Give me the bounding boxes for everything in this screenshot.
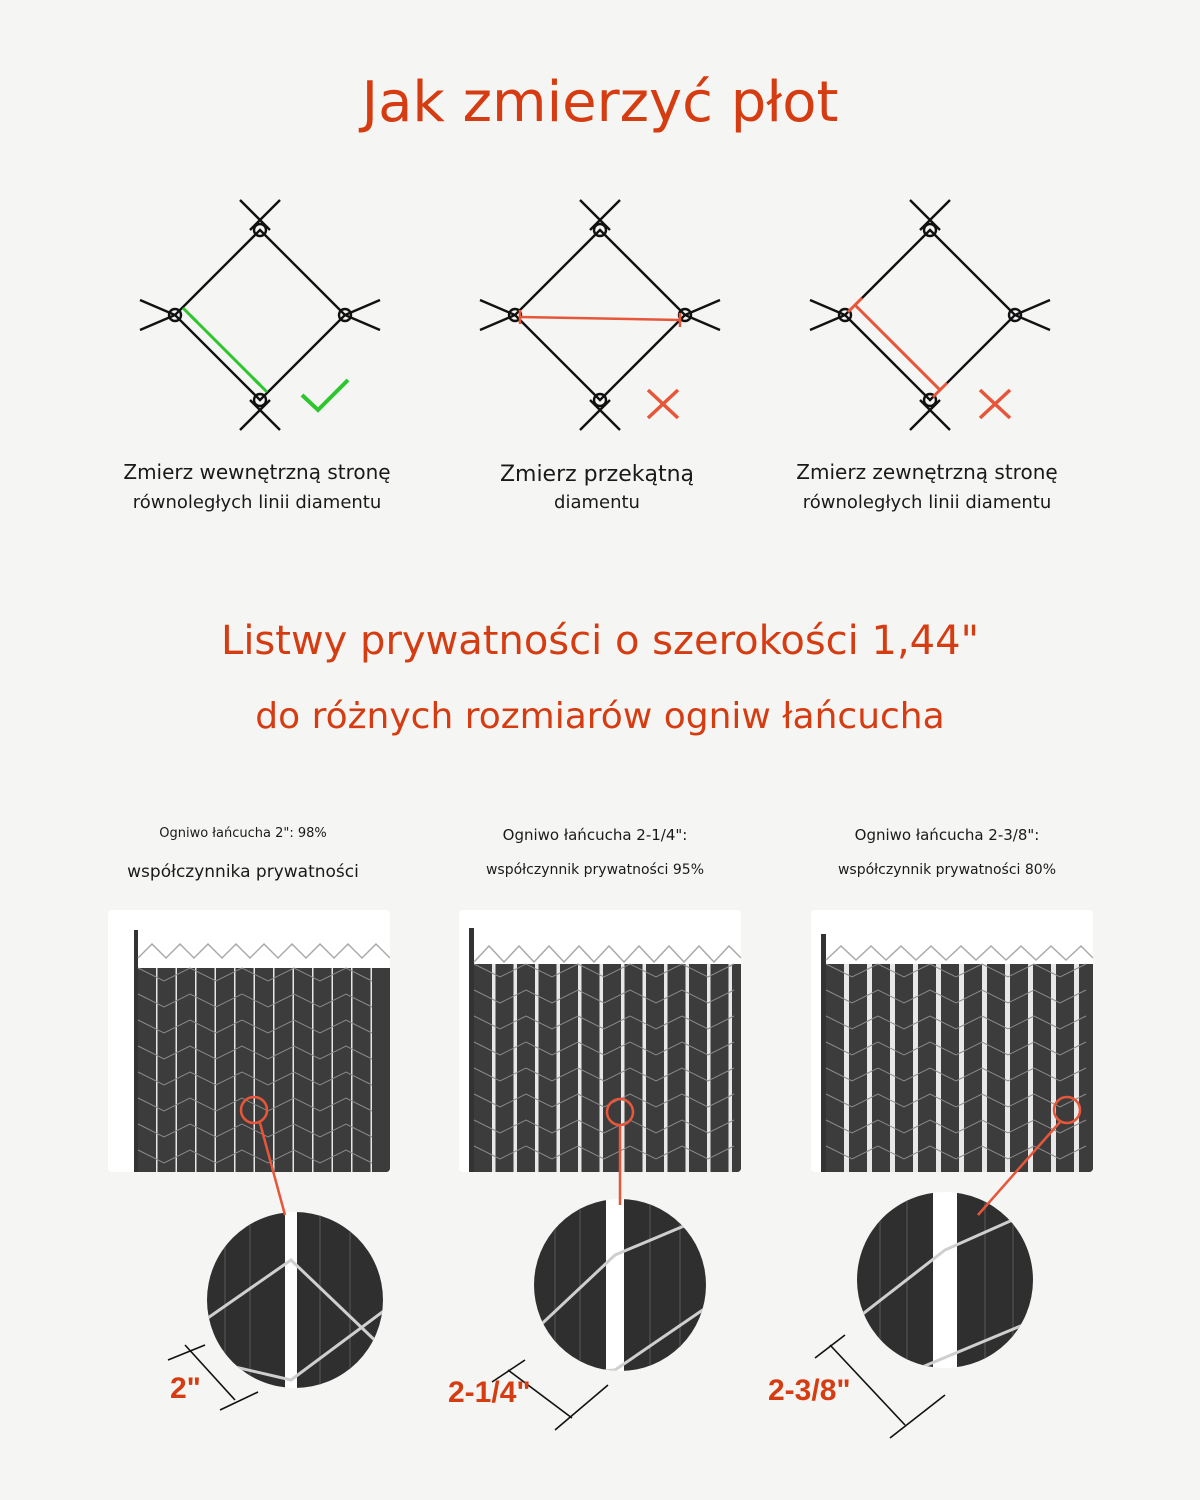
spec-line: współczynnika prywatności <box>127 862 359 882</box>
caption-line: diamentu <box>554 492 640 513</box>
diamond-diagonal-diagram <box>470 190 730 450</box>
zoom-detail-2 <box>205 1210 385 1390</box>
spec-line: Ogniwo łańcucha 2-1/4": <box>502 826 688 844</box>
spec-line: współczynnik prywatności 80% <box>837 862 1057 878</box>
section-subtitle: do różnych rozmiarów ogniw łańcucha <box>255 696 945 737</box>
diamond-outside-diagram <box>800 190 1060 450</box>
cross-icon <box>648 390 678 418</box>
section-title: Listwy prywatności o szerokości 1,44" <box>221 618 979 664</box>
caption-line: Zmierz przekątną <box>499 462 695 487</box>
diamond-inside-diagram <box>130 190 390 450</box>
fence-photo-2 <box>108 910 390 1172</box>
fence-photo-2-3-8 <box>811 910 1093 1172</box>
page-title: Jak zmierzyć płot <box>361 70 839 135</box>
caption-line: równoległych linii diamentu <box>132 492 382 513</box>
dimension-label-2-1-4: 2-1/4" <box>448 1376 531 1409</box>
caption-line: Zmierz zewnętrzną stronę <box>796 460 1058 484</box>
dimension-label-2: 2" <box>170 1372 201 1405</box>
zoom-detail-2-3-8 <box>855 1190 1035 1370</box>
cross-icon <box>980 390 1010 418</box>
spec-line: Ogniwo łańcucha 2": 98% <box>159 826 327 841</box>
caption-line: Zmierz wewnętrzną stronę <box>123 460 391 484</box>
spec-line: współczynnik prywatności 95% <box>485 862 705 878</box>
caption-line: równoległych linii diamentu <box>802 492 1052 513</box>
fence-photo-2-1-4 <box>459 910 741 1172</box>
dimension-label-2-3-8: 2-3/8" <box>768 1374 851 1407</box>
zoom-detail-2-1-4 <box>530 1195 710 1375</box>
check-icon <box>302 380 348 410</box>
spec-line: Ogniwo łańcucha 2-3/8": <box>854 826 1040 844</box>
